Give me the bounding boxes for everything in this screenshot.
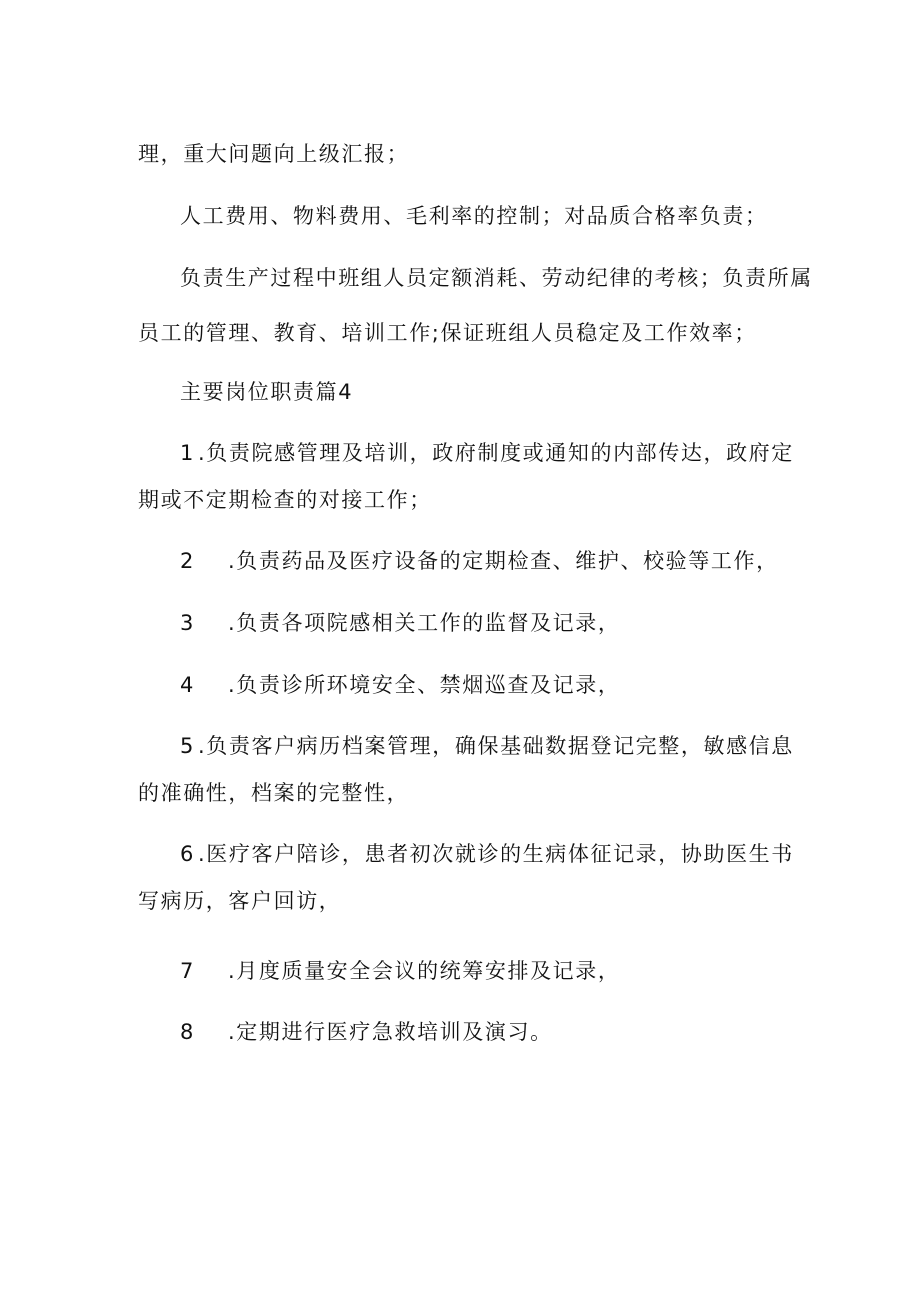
- paragraph-line: 人工费用、物料费用、毛利率的控制；对品质合格率负责；: [180, 204, 768, 228]
- list-item-text: .负责药品及医疗设备的定期检查、维护、校验等工作，: [228, 549, 779, 573]
- list-item-text: .月度质量安全会议的统筹安排及记录，: [228, 959, 621, 983]
- list-item-text: .定期进行医疗急救培训及演习。: [228, 1020, 553, 1044]
- list-item-text: .医疗客户陪诊，患者初次就诊的生病体征记录，协助医生书: [198, 842, 794, 866]
- list-item-text: .负责客户病历档案管理，确保基础数据登记完整，敏感信息: [198, 734, 794, 758]
- list-item-number: 3: [180, 611, 195, 635]
- list-item: [180, 438, 794, 468]
- list-item-text: .负责各项院感相关工作的监督及记录，: [228, 611, 621, 635]
- list-item-number: 5: [180, 734, 195, 758]
- paragraph-line: 员工的管理、教育、培训工作;保证班组人员稳定及工作效率；: [138, 321, 757, 345]
- list-item-number: 1: [180, 441, 195, 465]
- list-item: [180, 956, 620, 986]
- paragraph-line: 负责生产过程中班组人员定额消耗、劳动纪律的考核；负责所属: [180, 266, 813, 290]
- list-item: [180, 1017, 553, 1047]
- section-heading: 主要岗位职责篇4: [180, 380, 354, 404]
- list-item-number: 2: [180, 549, 195, 573]
- list-item-text: .负责诊所环境安全、禁烟巡查及记录，: [228, 673, 621, 697]
- list-item: [180, 608, 620, 638]
- list-item-continuation: 写病历，客户回访，: [138, 889, 342, 913]
- list-item-number: 4: [180, 673, 195, 697]
- list-item-text: .负责院感管理及培训，政府制度或通知的内部传达，政府定: [198, 441, 794, 465]
- list-item-continuation: 期或不定期检查的对接工作；: [138, 488, 432, 512]
- list-item: [180, 670, 620, 700]
- list-item: [180, 839, 794, 869]
- paragraph-line: 理，重大问题向上级汇报；: [138, 142, 410, 166]
- list-item-number: 6: [180, 842, 195, 866]
- list-item: [180, 546, 779, 576]
- list-item-continuation: 的准确性，档案的完整性，: [138, 781, 410, 805]
- list-item-number: 7: [180, 959, 195, 983]
- list-item-number: 8: [180, 1020, 195, 1044]
- list-item: [180, 731, 794, 761]
